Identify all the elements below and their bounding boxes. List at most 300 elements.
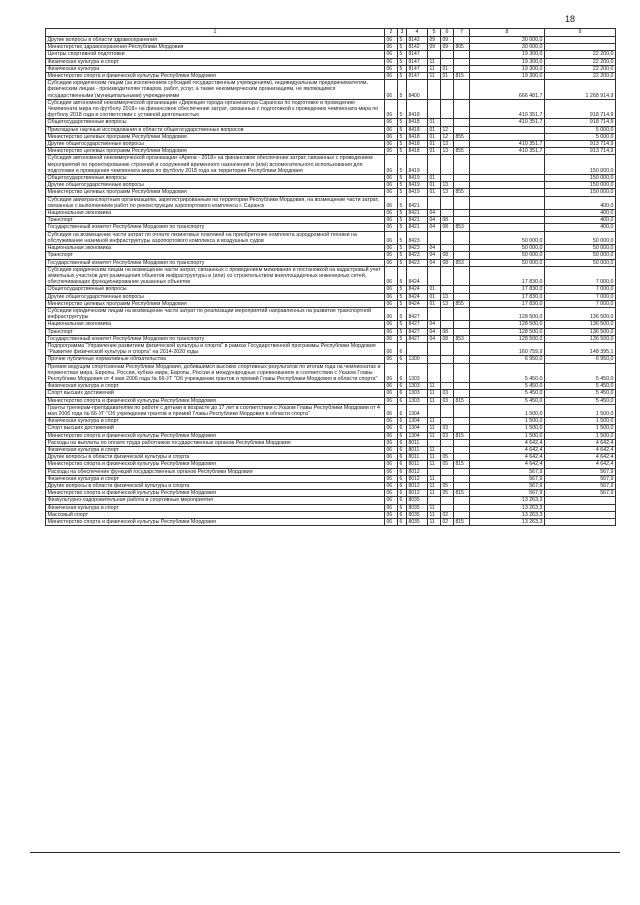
row-amount-year-2: 5 000,0 [545,133,616,140]
row-article: 8419 [407,182,428,189]
table-row [46,356,616,363]
row-amount-year-2: 913 714,9 [545,141,616,148]
row-code: 06 [385,217,398,224]
table-row [46,126,616,133]
row-subprogram: 6 [398,446,407,453]
row-amount-year-2: 136 500,0 [545,321,616,328]
row-amount-year-2: 50 000,0 [545,231,616,244]
table-row [46,300,616,307]
row-code: 06 [385,37,398,44]
row-code: 06 [385,231,398,244]
row-description: Премия ведущим спортсменам Республики Мордовия, добившимся высоких спортивных результатов по итогам года на чемпионатах и первенствах мира, Европы, России, кубках мира, Европы, России и международных соревнованиях в соответствии с Указом Главы Республики Мордовия от 4 мая 2006 года № 66-УГ "Об учреждении грантов и премий Главы Республики Мордовия в области спорта" [46,363,385,383]
row-amount-year-1: 128 500,0 [470,307,545,320]
row-article: 8418 [407,99,428,119]
row-amount-year-2: 913 714,9 [545,148,616,155]
row-article: 8419 [407,189,428,196]
row-subprogram: 5 [398,259,407,266]
row-subprogram: 6 [398,383,407,390]
row-article: 8418 [407,119,428,126]
row-subprogram: 5 [398,182,407,189]
table-row [46,37,616,44]
row-subprogram: 5 [398,266,407,286]
row-subprogram: 5 [398,189,407,196]
row-ministry-code [454,475,470,482]
row-description: Расходы на выплаты по оплате труда работников государственных органов Республики Мордовия [46,439,385,446]
row-subsection [441,468,454,475]
row-article: 8147 [407,65,428,72]
table-row [46,73,616,80]
row-ministry-code: 815 [454,432,470,439]
row-amount-year-1: 6 950,0 [470,356,545,363]
row-amount-year-2: 5 000,0 [545,126,616,133]
row-subprogram: 6 [398,425,407,432]
row-article: 8423 [407,259,428,266]
row-section [428,51,441,58]
row-amount-year-2 [545,511,616,518]
row-ministry-code [454,363,470,383]
row-code: 06 [385,210,398,217]
row-section: 11 [428,446,441,453]
row-code: 06 [385,252,398,259]
row-article: 1300 [407,356,428,363]
row-amount-year-1: 410 351,7 [470,99,545,119]
row-subsection [441,266,454,286]
row-amount-year-1: 1 500,0 [470,404,545,417]
row-section [428,307,441,320]
row-description: Национальная экономика [46,321,385,328]
row-subprogram: 5 [398,119,407,126]
row-ministry-code [454,217,470,224]
row-amount-year-1 [470,224,545,231]
table-row [46,155,616,175]
row-amount-year-2: 567,9 [545,483,616,490]
table-row [46,141,616,148]
row-section: 01 [428,293,441,300]
row-description: Физическая культура и спорт [46,58,385,65]
row-subprogram: 5 [398,44,407,51]
row-subprogram: 5 [398,245,407,252]
row-description: Министерство спорта и физической культуры Республики Мордовия [46,432,385,439]
table-row [46,418,616,425]
row-amount-year-2: 400,0 [545,217,616,224]
row-description: Центры спортивной подготовки [46,51,385,58]
row-section: 11 [428,390,441,397]
row-subsection [441,342,454,355]
row-amount-year-1 [470,155,545,175]
row-subprogram: 5 [398,141,407,148]
row-article: 1304 [407,418,428,425]
row-subsection [441,418,454,425]
row-subsection: 09 [441,44,454,51]
row-amount-year-2: 50 000,0 [545,252,616,259]
row-amount-year-1: 13 263,3 [470,511,545,518]
row-section: 01 [428,182,441,189]
table-row [46,148,616,155]
row-amount-year-2: 7 000,0 [545,286,616,293]
row-ministry-code [454,425,470,432]
row-section: 11 [428,490,441,497]
row-description: Общегосударственные вопросы [46,175,385,182]
row-amount-year-1: 19 300,0 [470,65,545,72]
row-ministry-code [454,99,470,119]
row-ministry-code: 855 [454,133,470,140]
row-article: 1303 [407,383,428,390]
row-section: 01 [428,119,441,126]
row-ministry-code [454,155,470,175]
row-article: 8418 [407,148,428,155]
row-article: 8012 [407,475,428,482]
table-row [46,196,616,209]
row-amount-year-1: 19 300,0 [470,58,545,65]
row-code: 06 [385,133,398,140]
row-subprogram: 6 [398,511,407,518]
row-subprogram: 5 [398,217,407,224]
row-amount-year-2: 567,9 [545,490,616,497]
row-description: Министерство спорта и физической культуры Республики Мордовия [46,397,385,404]
row-article: 8147 [407,58,428,65]
row-code: 06 [385,148,398,155]
table-row [46,133,616,140]
row-section: 11 [428,519,441,526]
row-section: 11 [428,73,441,80]
row-subprogram: 5 [398,335,407,342]
row-amount-year-1: 50 000,0 [470,231,545,244]
row-subprogram: 5 [398,231,407,244]
row-amount-year-1 [470,133,545,140]
row-subsection: 01 [441,65,454,72]
row-amount-year-2: 567,9 [545,468,616,475]
row-amount-year-1: 13 263,3 [470,504,545,511]
row-amount-year-2: 136 500,0 [545,335,616,342]
row-code: 06 [385,363,398,383]
table-row [46,266,616,286]
row-amount-year-2: 4 642,4 [545,446,616,453]
row-ministry-code [454,418,470,425]
row-amount-year-1: 5 450,0 [470,363,545,383]
row-description: Министерство спорта и физической культуры Республики Мордовия [46,490,385,497]
row-code: 06 [385,356,398,363]
row-article: 8427 [407,328,428,335]
row-code: 06 [385,404,398,417]
row-amount-year-1: 128 500,0 [470,321,545,328]
row-description: Общегосударственные вопросы [46,119,385,126]
row-ministry-code [454,196,470,209]
row-amount-year-2: 50 000,0 [545,259,616,266]
row-code: 06 [385,468,398,475]
row-amount-year-1: 4 642,4 [470,446,545,453]
row-ministry-code: 815 [454,73,470,80]
row-description: Министерство целевых программ Республики Мордовия [46,300,385,307]
table-row [46,483,616,490]
row-section [428,497,441,504]
row-amount-year-2 [545,519,616,526]
row-amount-year-2: 5 450,0 [545,383,616,390]
row-ministry-code [454,51,470,58]
row-subsection [441,321,454,328]
row-amount-year-1: 567,9 [470,468,545,475]
row-subprogram: 5 [398,286,407,293]
row-code: 06 [385,483,398,490]
row-section: 04 [428,224,441,231]
column-header: 5 [428,29,441,37]
table-row [46,363,616,383]
row-amount-year-2: 150 000,0 [545,182,616,189]
row-amount-year-1 [470,210,545,217]
row-code: 06 [385,328,398,335]
row-subsection: 13 [441,141,454,148]
row-section: 01 [428,141,441,148]
row-section: 01 [428,126,441,133]
row-subprogram: 5 [398,133,407,140]
row-amount-year-1 [470,126,545,133]
row-ministry-code [454,511,470,518]
row-description: Другие общегосударственные вопросы [46,141,385,148]
row-subsection: 08 [441,217,454,224]
row-description: Министерство спорта и физической культуры Республики Мордовия [46,73,385,80]
row-article: 1304 [407,404,428,417]
row-code: 06 [385,196,398,209]
row-subsection [441,504,454,511]
row-amount-year-1: 50 000,0 [470,252,545,259]
row-article: 8418 [407,126,428,133]
row-section: 04 [428,217,441,224]
row-section [428,439,441,446]
row-ministry-code [454,342,470,355]
row-description: Министерство целевых программ Республики Мордовия [46,189,385,196]
row-description: Физическая культура [46,65,385,72]
row-amount-year-2: 22 200,0 [545,65,616,72]
row-amount-year-2 [545,497,616,504]
row-description: Физическая культура и спорт [46,475,385,482]
row-article: 1303 [407,397,428,404]
table-header-row [46,29,616,37]
row-subsection [441,245,454,252]
row-amount-year-2 [545,44,616,51]
row-amount-year-2: 1 268 914,9 [545,80,616,100]
row-article: 8419 [407,175,428,182]
row-description: Транспорт [46,328,385,335]
row-ministry-code [454,504,470,511]
row-subsection: 05 [441,461,454,468]
row-code: 06 [385,245,398,252]
row-article: 8035 [407,511,428,518]
row-subprogram: 5 [398,65,407,72]
row-ministry-code [454,231,470,244]
row-article: 8424 [407,286,428,293]
row-subprogram: 6 [398,519,407,526]
row-subprogram: 5 [398,126,407,133]
row-subprogram: 5 [398,300,407,307]
row-code: 06 [385,321,398,328]
row-code: 06 [385,497,398,504]
table-row [46,307,616,320]
row-section: 04 [428,252,441,259]
row-subsection: 05 [441,490,454,497]
row-description: Транспорт [46,252,385,259]
row-subsection [441,155,454,175]
row-article: 8421 [407,196,428,209]
table-row [46,231,616,244]
row-ministry-code [454,126,470,133]
row-amount-year-2: 400,0 [545,196,616,209]
row-description: Спорт высших достижений [46,425,385,432]
row-code: 06 [385,418,398,425]
row-code: 06 [385,189,398,196]
row-ministry-code [454,58,470,65]
row-article: 8011 [407,454,428,461]
row-amount-year-2: 1 500,0 [545,425,616,432]
row-section: 11 [428,461,441,468]
column-header: 6 [441,29,454,37]
row-description: Спорт высших достижений [46,390,385,397]
table-row [46,80,616,100]
row-ministry-code [454,454,470,461]
row-subsection: 02 [441,519,454,526]
row-subprogram: 6 [398,468,407,475]
budget-table [45,28,616,526]
table-row [46,328,616,335]
row-subprogram: 5 [398,252,407,259]
row-code: 06 [385,490,398,497]
row-amount-year-1: 567,9 [470,483,545,490]
row-subsection: 12 [441,133,454,140]
row-section: 11 [428,418,441,425]
row-amount-year-2: 1 500,0 [545,404,616,417]
page-number: 18 [565,14,576,24]
row-ministry-code [454,266,470,286]
row-code: 06 [385,80,398,100]
row-section: 11 [428,397,441,404]
row-description: Расходы на обеспечение функций государственных органов Республики Мордовия [46,468,385,475]
row-description: Субсидия на возмещение части затрат по оплате лизинговых платежей на приобретение комплекта аэродромной техники на обслуживание наземной инфраструктуры аэропортового комплекса и воздушных судов [46,231,385,244]
row-code: 06 [385,519,398,526]
row-ministry-code [454,80,470,100]
row-article: 1303 [407,390,428,397]
row-ministry-code [454,37,470,44]
row-section: 04 [428,335,441,342]
row-amount-year-2: 7 000,0 [545,266,616,286]
row-subprogram: 6 [398,363,407,383]
row-article: 1304 [407,432,428,439]
row-ministry-code [454,446,470,453]
row-description: Другие вопросы в области физической культуры и спорта [46,483,385,490]
row-ministry-code: 855 [454,300,470,307]
row-code: 06 [385,126,398,133]
row-subsection: 09 [441,37,454,44]
row-section: 11 [428,65,441,72]
row-code: 06 [385,58,398,65]
row-amount-year-2: 918 714,9 [545,99,616,119]
row-code: 06 [385,432,398,439]
row-article: 8423 [407,245,428,252]
row-amount-year-1: 17 830,0 [470,293,545,300]
row-code: 06 [385,175,398,182]
row-ministry-code [454,65,470,72]
row-subprogram: 6 [398,397,407,404]
row-amount-year-2: 1 500,0 [545,418,616,425]
row-article: 8012 [407,468,428,475]
row-article: 8421 [407,217,428,224]
row-description: Транспорт [46,217,385,224]
row-code: 06 [385,475,398,482]
row-subsection: 01 [441,73,454,80]
column-header: 1 [46,29,385,37]
row-ministry-code [454,175,470,182]
row-subsection: 08 [441,328,454,335]
row-subsection [441,446,454,453]
row-subsection [441,51,454,58]
row-amount-year-1: 128 500,0 [470,335,545,342]
row-article: 8142 [407,44,428,51]
row-description: Физкультурно-оздоровительная работа и спортивные мероприятия [46,497,385,504]
row-ministry-code [454,321,470,328]
row-subprogram: 6 [398,475,407,482]
row-code: 06 [385,307,398,320]
row-amount-year-2: 7 000,0 [545,300,616,307]
row-article: 8421 [407,210,428,217]
row-section [428,231,441,244]
row-amount-year-2: 50 000,0 [545,245,616,252]
row-amount-year-1: 30 000,0 [470,37,545,44]
row-description: Министерство спорта и физической культуры Республики Мордовия [46,461,385,468]
row-code: 06 [385,259,398,266]
row-section [428,468,441,475]
row-amount-year-1: 50 000,0 [470,259,545,266]
row-code: 06 [385,73,398,80]
row-amount-year-1: 17 830,0 [470,266,545,286]
row-subprogram: 6 [398,454,407,461]
row-section [428,80,441,100]
row-subsection: 08 [441,259,454,266]
row-subsection [441,404,454,417]
row-subprogram: 5 [398,148,407,155]
row-amount-year-1: 5 450,0 [470,383,545,390]
row-subprogram: 6 [398,356,407,363]
table-row [46,335,616,342]
row-code: 06 [385,141,398,148]
table-row [46,293,616,300]
row-ministry-code [454,252,470,259]
row-article: 8142 [407,37,428,44]
row-amount-year-1: 30 000,0 [470,44,545,51]
row-subsection [441,363,454,383]
table-row [46,454,616,461]
row-amount-year-2: 150 000,0 [545,155,616,175]
row-section: 01 [428,175,441,182]
row-description: Физическая культура и спорт [46,504,385,511]
row-subsection [441,286,454,293]
table-row [46,119,616,126]
row-amount-year-2 [545,37,616,44]
row-section [428,404,441,417]
row-description: Субсидия юридическим лицам на возмещение части затрат, связанных с проведением межевания и постановкой на кадастровый учет земельных участков для размещения объектов инфраструктуры и (или) со строительством внеплощадочных инженерных сетей, обеспечивающих функционирование указанных объектов [46,266,385,286]
table-row [46,397,616,404]
row-article: 8035 [407,504,428,511]
row-section: 11 [428,383,441,390]
row-code: 06 [385,155,398,175]
row-amount-year-1: 567,9 [470,475,545,482]
row-description: Физическая культура и спорт [46,418,385,425]
row-description: Министерство целевых программ Республики Мордовия [46,133,385,140]
table-row [46,475,616,482]
row-ministry-code [454,468,470,475]
row-section [428,266,441,286]
row-amount-year-2: 148 395,1 [545,342,616,355]
row-amount-year-1 [470,175,545,182]
row-section: 09 [428,44,441,51]
row-subprogram: 5 [398,175,407,182]
row-amount-year-1: 567,9 [470,490,545,497]
